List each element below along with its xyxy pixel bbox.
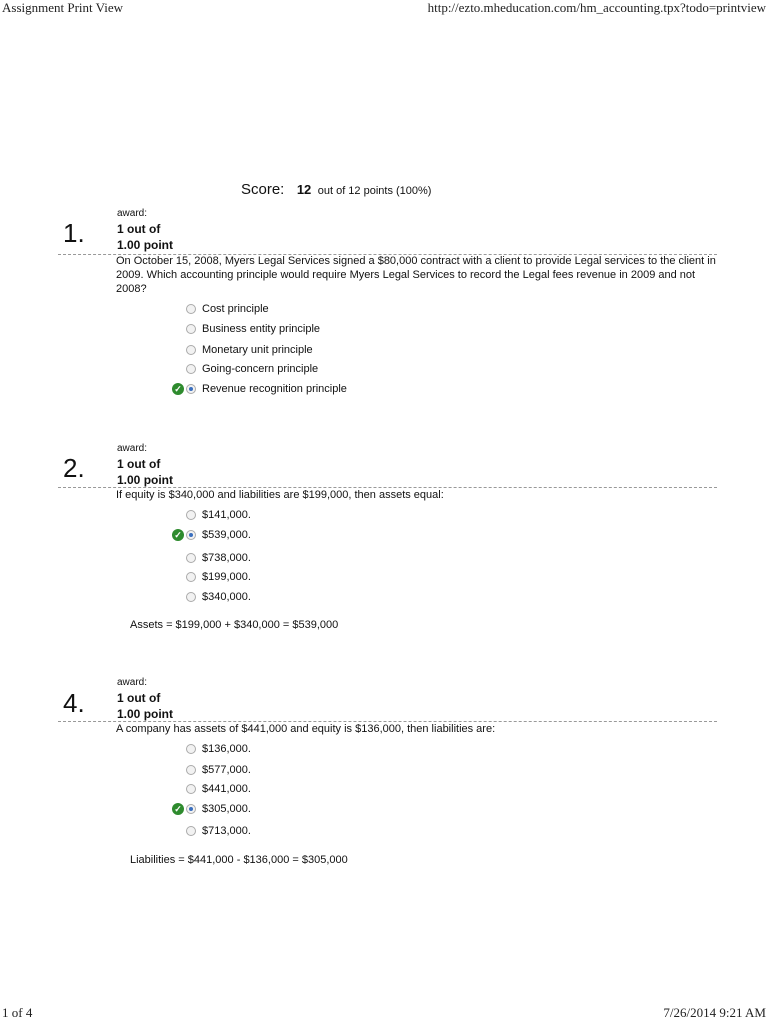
award-score-line2: 1.00 point: [117, 473, 174, 487]
page-footer-datetime: 7/26/2014 9:21 AM: [663, 1005, 766, 1020]
answer-option[interactable]: [172, 741, 572, 759]
radio-button[interactable]: [186, 826, 196, 836]
option-label: Going-concern principle: [202, 363, 319, 375]
answer-option[interactable]: [172, 569, 572, 587]
radio-button[interactable]: [186, 364, 196, 374]
option-label: $199,000.: [202, 571, 251, 583]
radio-button[interactable]: [186, 553, 196, 563]
option-label: Cost principle: [202, 303, 269, 315]
answer-option[interactable]: [172, 301, 572, 319]
page-header-title: Assignment Print View: [2, 0, 124, 15]
option-label: Business entity principle: [202, 323, 321, 335]
award-score-line2: 1.00 point: [117, 707, 174, 721]
score-summary: [241, 181, 431, 199]
answer-option[interactable]: [172, 781, 572, 799]
radio-button[interactable]: [186, 510, 196, 520]
score-detail: out of 12 points (100%): [317, 185, 432, 197]
award-label: award:: [117, 208, 148, 219]
correct-check-icon: ✓: [172, 383, 184, 395]
score-label: Score:: [241, 181, 285, 198]
answer-option[interactable]: [172, 507, 572, 525]
radio-button[interactable]: [186, 765, 196, 775]
answer-option-selected[interactable]: [172, 381, 572, 399]
radio-button-selected[interactable]: [186, 804, 196, 814]
answer-option-selected[interactable]: [172, 801, 572, 819]
radio-button[interactable]: [186, 345, 196, 355]
question-text: If equity is $340,000 and liabilities are $199,000, then assets equal:: [116, 489, 444, 501]
question-number: 1.: [63, 218, 85, 248]
page-footer-page-number: 1 of 4: [2, 1005, 33, 1020]
radio-button-selected[interactable]: [186, 384, 196, 394]
answer-option[interactable]: [172, 550, 572, 568]
question-text: A company has assets of $441,000 and equity is $136,000, then liabilities are:: [116, 723, 496, 735]
radio-button[interactable]: [186, 304, 196, 314]
correct-check-icon: ✓: [172, 529, 184, 541]
score-value: 12: [296, 182, 312, 197]
radio-button[interactable]: [186, 744, 196, 754]
award-score-line2: 1.00 point: [117, 238, 174, 252]
award-label: award:: [117, 677, 148, 688]
option-label: $441,000.: [202, 783, 251, 795]
question-text: On October 15, 2008, Myers Legal Services signed a $80,000 contract with a client to provide Legal services to the client in 2009. Which accounting principle would require Myers Legal Services to record the Legal fees revenue in 2009 and not 2008?: [116, 255, 716, 295]
correct-check-icon: ✓: [172, 803, 184, 815]
option-label: $340,000.: [202, 591, 251, 603]
radio-button[interactable]: [186, 572, 196, 582]
option-label: Monetary unit principle: [202, 344, 313, 356]
award-score-line1: 1 out of: [117, 222, 161, 236]
option-label: $305,000.: [202, 803, 251, 815]
award-score-line1: 1 out of: [117, 457, 161, 471]
answer-option[interactable]: [172, 762, 572, 780]
option-label: Revenue recognition principle: [202, 383, 347, 395]
radio-button[interactable]: [186, 324, 196, 334]
page-header-url: http://ezto.mheducation.com/hm_accounting.tpx?todo=printview: [427, 0, 766, 15]
award-label: award:: [117, 443, 148, 454]
answer-option[interactable]: [172, 361, 572, 379]
question-number: 2.: [63, 453, 85, 483]
answer-option[interactable]: [172, 321, 572, 339]
option-label: $539,000.: [202, 529, 251, 541]
answer-option[interactable]: [172, 589, 572, 607]
option-label: $713,000.: [202, 825, 251, 837]
award-score-line1: 1 out of: [117, 691, 161, 705]
radio-button[interactable]: [186, 592, 196, 602]
option-label: $136,000.: [202, 743, 251, 755]
question-number: 4.: [63, 688, 85, 718]
option-label: $577,000.: [202, 764, 251, 776]
option-label: $738,000.: [202, 552, 251, 564]
radio-button[interactable]: [186, 784, 196, 794]
explanation-text: Assets = $199,000 + $340,000 = $539,000: [130, 619, 339, 631]
answer-option[interactable]: [172, 342, 572, 360]
answer-option[interactable]: [172, 823, 572, 841]
radio-button-selected[interactable]: [186, 530, 196, 540]
option-label: $141,000.: [202, 509, 251, 521]
answer-option-selected[interactable]: [172, 527, 572, 545]
explanation-text: Liabilities = $441,000 - $136,000 = $305,000: [130, 854, 348, 866]
